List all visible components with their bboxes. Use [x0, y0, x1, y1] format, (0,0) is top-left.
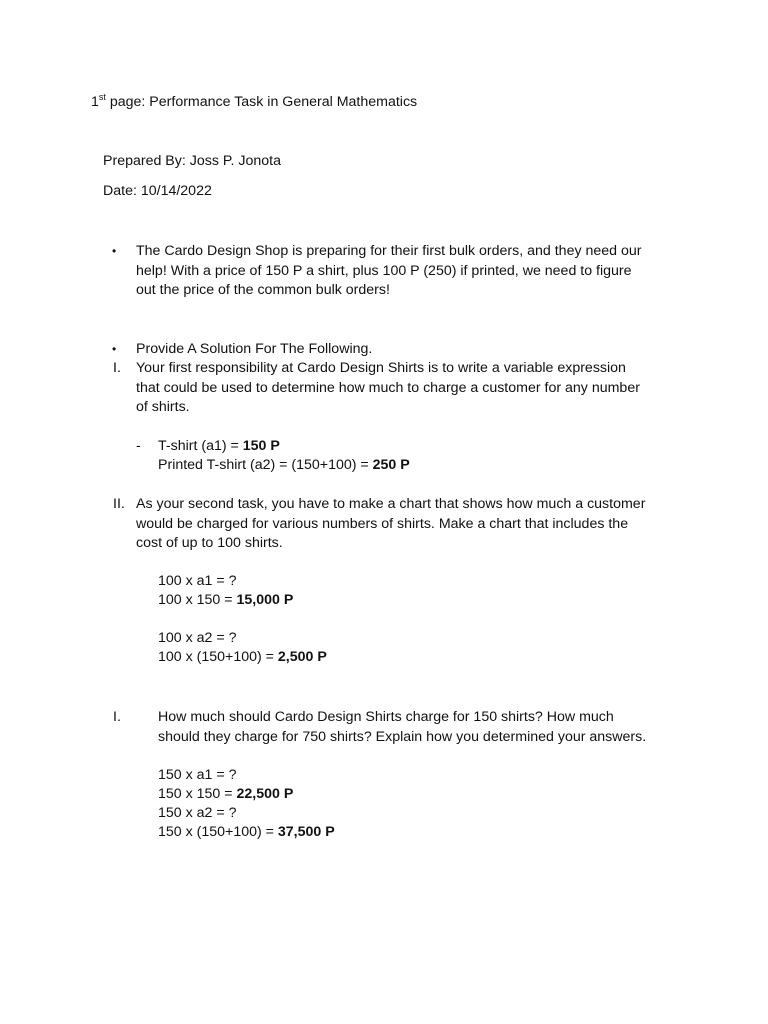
printed-tshirt-formula [158, 456, 410, 476]
tshirt-value: 150 P [242, 438, 280, 454]
task2-calc-line [158, 648, 327, 668]
task3-line: should they charge for 750 shirts? Explain how you determined your answers. [158, 728, 647, 745]
task3-calc-line: 150 x a1 = ? [158, 767, 237, 783]
task3-calc-line: 150 x a2 = ? [158, 805, 237, 821]
title-ordinal-number: 1 [91, 94, 99, 110]
task2-calc-result: 2,500 P [277, 649, 327, 665]
task1-line: that could be used to determine how much to charge a customer for any number [136, 379, 640, 396]
provide-text: Provide A Solution For The Following. [136, 341, 373, 357]
intro-line: help! With a price of 150 P a shirt, plus 100 P (250) if printed, we need to figure [136, 262, 632, 279]
task1-line: of shirts. [136, 399, 190, 415]
tshirt-label: T-shirt (a1) = [158, 438, 243, 454]
task1-paragraph [136, 359, 640, 418]
task2-line: cost of up to 100 shirts. [136, 535, 283, 551]
printed-tshirt-label: Printed T-shirt (a2) = (150+100) = [158, 457, 373, 473]
task3-calc-label: 150 x (150+100) = [158, 824, 278, 840]
title-text: page: Performance Task in General Mathematics [105, 94, 418, 110]
intro-bullet: • [112, 244, 117, 258]
task3-numeral: I. [113, 709, 121, 725]
task2-calc-label: 100 x 150 = [158, 592, 237, 608]
task3-calc-label: 150 x 150 = [158, 786, 237, 802]
task3-paragraph [158, 708, 646, 747]
provide-bullet: • [112, 342, 117, 356]
task1-line: Your first responsibility at Cardo Design Shirts is to write a variable expression [136, 360, 626, 376]
task2-calc-result: 15,000 P [236, 592, 294, 608]
intro-line: The Cardo Design Shop is preparing for their first bulk orders, and they need our [136, 243, 642, 259]
intro-paragraph [136, 242, 642, 301]
task2-calc-line: 100 x a1 = ? [158, 573, 237, 589]
task2-numeral: II. [113, 496, 125, 512]
page-title [91, 93, 417, 114]
title-ordinal-suffix: st [98, 92, 106, 102]
task3-calc-result: 37,500 P [277, 824, 335, 840]
printed-tshirt-value: 250 P [372, 457, 410, 473]
task2-calc-line: 100 x a2 = ? [158, 630, 237, 646]
task3-calc-line [158, 823, 335, 843]
task2-calc-label: 100 x (150+100) = [158, 649, 278, 665]
intro-line: out the price of the common bulk orders! [136, 282, 390, 298]
task3-line: How much should Cardo Design Shirts charge for 150 shirts? How much [158, 709, 614, 725]
task1-dash: - [136, 438, 141, 454]
task2-paragraph [136, 495, 645, 554]
task3-calc-result: 22,500 P [236, 786, 294, 802]
date: Date: 10/14/2022 [103, 183, 212, 199]
task2-line: would be charged for various numbers of shirts. Make a chart that includes the [136, 515, 629, 532]
tshirt-formula [158, 437, 280, 457]
task2-calc-line [158, 591, 293, 611]
prepared-by: Prepared By: Joss P. Jonota [103, 153, 281, 169]
task2-line: As your second task, you have to make a chart that shows how much a customer [136, 496, 646, 512]
task3-calc-line [158, 785, 293, 805]
task1-numeral: I. [113, 360, 121, 376]
